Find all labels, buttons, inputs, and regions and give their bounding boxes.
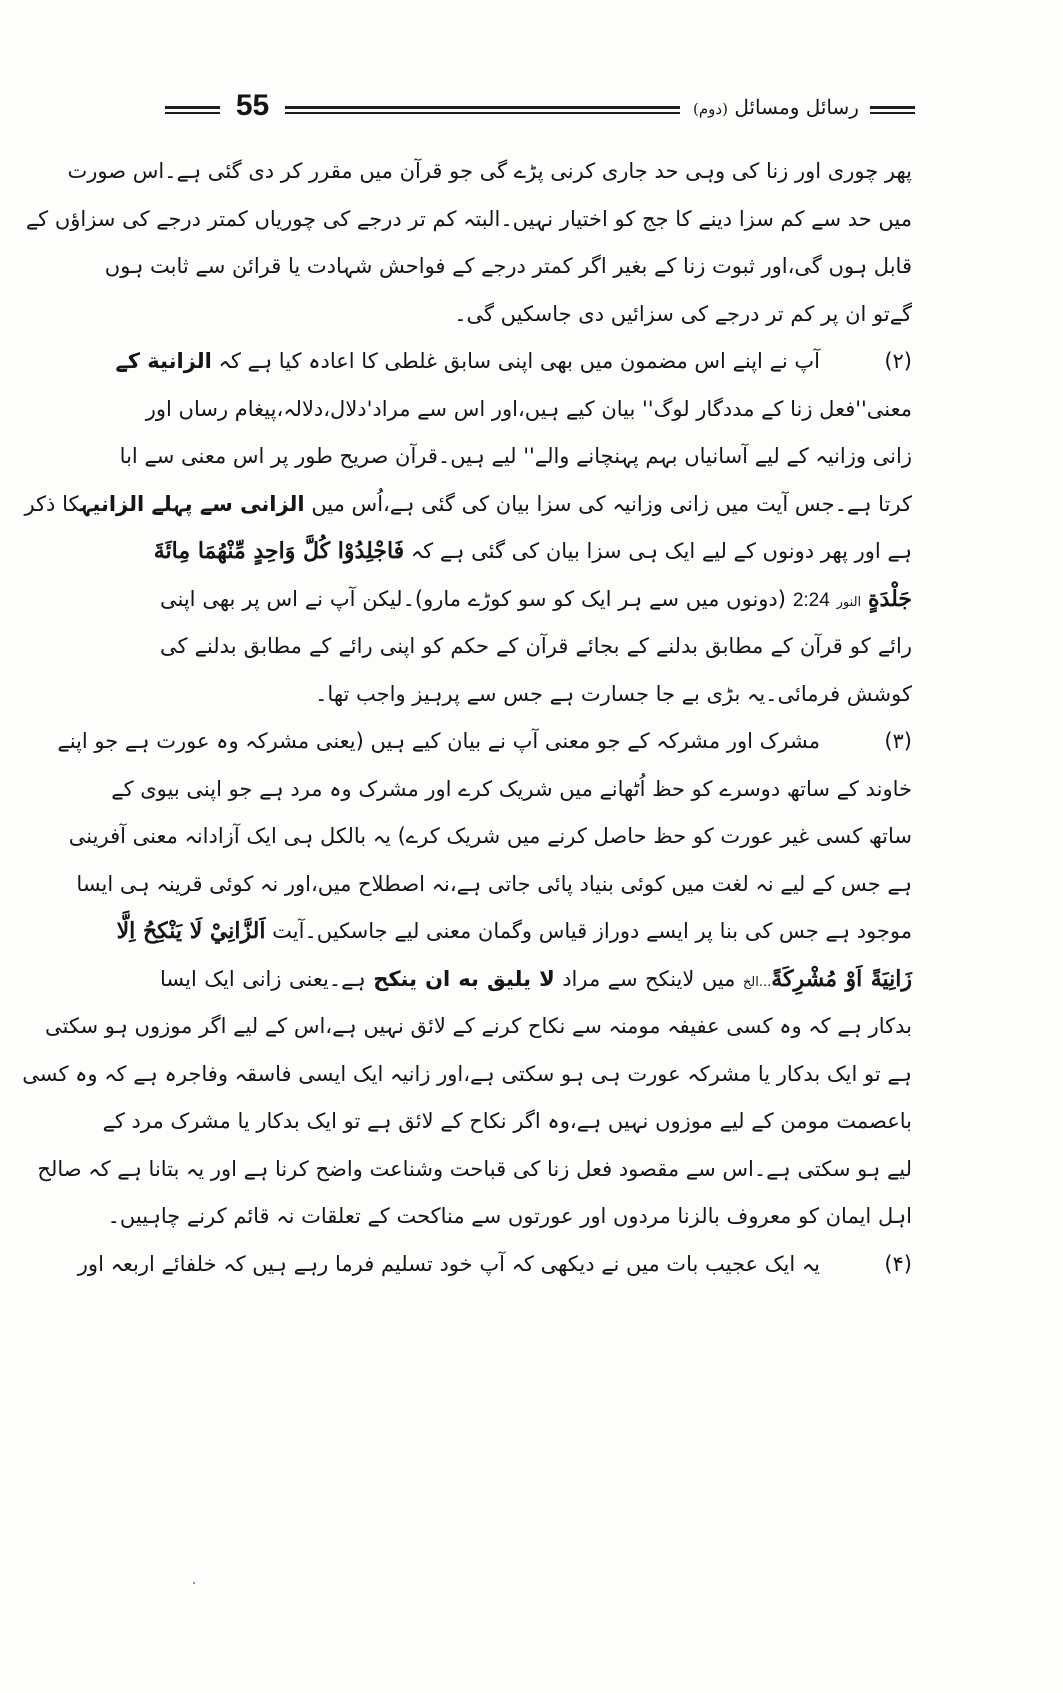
- quran-verse-2-end: زَانِيَةً اَوْ مُشْرِكَةً: [771, 965, 912, 992]
- paragraph-3-line-8: ہے تو ایک بدکار یا مشرکہ عورت ہی ہو سکتی ہے،اور زانیہ ایک ایسی فاسقہ وفاجرہ ہے کہ وہ کسی: [22, 1061, 912, 1086]
- paragraph-2-line-6: [160, 576, 912, 624]
- scan-speck: [193, 1582, 195, 1584]
- surah-reference: النور: [836, 594, 862, 610]
- paragraph-2-line-5: [153, 528, 912, 576]
- paragraph-3-line-2: خاوند کے ساتھ دوسرے کو حظ اُٹھانے میں شریک کرے اور مشرک وہ مرد ہے جو اپنی بیوی کے: [111, 776, 912, 801]
- paragraph-3-line-6: [160, 956, 912, 1004]
- paragraph-1-line-4: گےتو ان پر کم تر درجے کی سزائیں دی جاسکیں گی۔: [454, 301, 912, 326]
- paragraph-2-line-6-text: (دونوں میں سے ہر ایک کو سو کوڑے مارو)۔لیکن آپ نے اس پر بھی اپنی: [160, 586, 786, 611]
- paragraph-2-line-1-text: آپ نے اپنے اس مضمون میں بھی اپنی سابق غلطی کا اعادہ کیا ہے کہ: [218, 349, 820, 373]
- paragraph-2-line-1: [115, 338, 912, 386]
- running-title: [685, 92, 867, 124]
- running-subtitle: (دوم): [693, 100, 728, 118]
- paragraph-3-line-4: ہے جس کے لیے نہ لغت میں کوئی بنیاد پائی جاتی ہے،نہ اصطلاح میں،اور نہ کوئی قرینہ ہی ایسا: [76, 871, 912, 896]
- paragraph-4-line-1-text: یہ ایک عجیب بات میں نے دیکھی کہ آپ خود تسلیم فرما رہے ہیں کہ خلفائے اربعہ اور: [77, 1251, 820, 1276]
- quran-verse-1: فَاجْلِدُوْا كُلَّ وَاحِدٍ مِّنْهُمَا مِائَةَ: [153, 538, 405, 564]
- paragraph-3-line-9: باعصمت مومن کے لیے موزوں نہیں ہے،وہ اگر نکاح کے لائق ہے تو ایک بدکار یا مشرک مرد کے: [102, 1109, 912, 1133]
- paragraph-3-line-7: بدکار ہے کہ وہ کسی عفیفہ مومنہ سے نکاح کرنے کے لائق نہیں ہے،اس کے لیے اگر موزوں ہو سکتی: [45, 1014, 912, 1038]
- paragraph-1-line-1: پھر چوری اور زنا کی وہی حد جاری کرنی پڑے گی جو قرآن میں مقرر کر دی گئی ہے۔اس صورت: [67, 159, 912, 183]
- paragraph-3-number: (۳): [884, 729, 912, 753]
- paragraph-3-line-5: [116, 908, 912, 956]
- term-la-yaliqu: لا یلیق به ان ینکح: [373, 966, 555, 991]
- header-rule-left: [165, 106, 220, 114]
- paragraph-2-line-8: کوشش فرمائی۔یہ بڑی بے جا جسارت ہے جس سے پرہیز واجب تھا۔: [315, 681, 912, 706]
- paragraph-3-line-6-c: سے مراد: [562, 966, 638, 991]
- paragraph-2-line-7: رائے کو قرآن کے مطابق بدلنے کے بجائے قرآن کے حکم کو اپنی رائے کے مطابق بدلنے کی: [160, 634, 912, 658]
- paragraph-3-line-10: لیے ہو سکتی ہے۔اس سے مقصود فعل زنا کی قباحت وشناعت واضح کرنا ہے اور یہ بتانا ہے کہ صالح: [37, 1156, 912, 1181]
- term-al-zani-al-zaniya: الزانی سے پہلے الزانیہ: [80, 491, 305, 516]
- paragraph-3-line-11: اہل ایمان کو معروف بالزنا مردوں اور عورتوں سے مناکحت کے تعلقات نہ قائم کرنے چاہییں۔: [107, 1204, 912, 1228]
- verse-number: 2:24: [792, 589, 830, 611]
- paragraph-3-line-1: [57, 718, 912, 766]
- verse-etc: ...الخ: [742, 974, 772, 990]
- paragraph-3-line-6-e: ہے۔یعنی زانی ایک ایسا: [160, 966, 366, 991]
- paragraph-2-line-4-text: کرتا ہے۔جس آیت میں زانی وزانیہ کی سزا بیان کی گئی ہے،اُس میں: [311, 491, 912, 516]
- paragraph-2-line-4-end: کا ذکر: [24, 491, 81, 516]
- page-number: 55: [235, 89, 270, 122]
- paragraph-3-line-6-a: میں: [701, 966, 736, 991]
- paragraph-2-line-3: زانی وزانیہ کے لیے آسانیاں بہم پہنچانے والے'' لیے ہیں۔قرآن صریح طور پر اس معنی سے ابا: [119, 444, 912, 468]
- paragraph-2-number: (۲): [884, 349, 912, 373]
- term-al-zaniya: الزانیة کے: [115, 349, 212, 373]
- quran-verse-2: اَلزَّانِيْ لَا يَنْكِحُ اِلَّا: [116, 918, 266, 944]
- body-text: [22, 148, 912, 1288]
- running-header: [165, 88, 915, 128]
- quran-verse-1-end: جَلْدَةٍ: [868, 585, 912, 612]
- paragraph-2-line-4: [24, 481, 912, 529]
- paragraph-3-line-5-text: موجود ہے جس کی بنا پر ایسے دوراز قیاس وگمان معنی لیے جاسکیں۔آیت: [272, 919, 912, 943]
- term-la-yankihu: لاینکح: [645, 966, 695, 991]
- header-rule-right: [870, 106, 915, 114]
- running-title-text: رسائل ومسائل: [734, 95, 859, 119]
- paragraph-2-line-2: معنی''فعل زنا کے مددگار لوگ'' بیان کیے ہیں،اور اس سے مراد'دلال،دلالہ،پیغام رساں اور: [145, 396, 912, 421]
- paragraph-1-line-2: میں حد سے کم سزا دینے کا جج کو اختیار نہیں۔البتہ کم تر درجے کی چوریاں کمتر درجے کی سزاؤں کے: [25, 206, 912, 231]
- paragraph-3-line-3: ساتھ کسی غیر عورت کو حظ حاصل کرنے میں شریک کرے) یہ بالکل ہی ایک آزادانہ معنی آفرینی: [68, 824, 912, 848]
- header-rule-middle: [285, 106, 680, 114]
- paragraph-3-line-1-text: مشرک اور مشرکہ کے جو معنی آپ نے بیان کیے ہیں (یعنی مشرکہ وہ عورت ہے جو اپنے: [57, 729, 820, 753]
- paragraph-4-line-1: [77, 1241, 912, 1289]
- paragraph-4-number: (۴): [884, 1251, 912, 1276]
- paragraph-1-line-3: قابل ہوں گی،اور ثبوت زنا کے بغیر اگر کمتر درجے کے فواحش شہادت یا قرائن سے ثابت ہوں: [104, 254, 912, 278]
- paragraph-2-line-5-text: ہے اور پھر دونوں کے لیے ایک ہی سزا بیان کی گئی ہے کہ: [410, 539, 912, 563]
